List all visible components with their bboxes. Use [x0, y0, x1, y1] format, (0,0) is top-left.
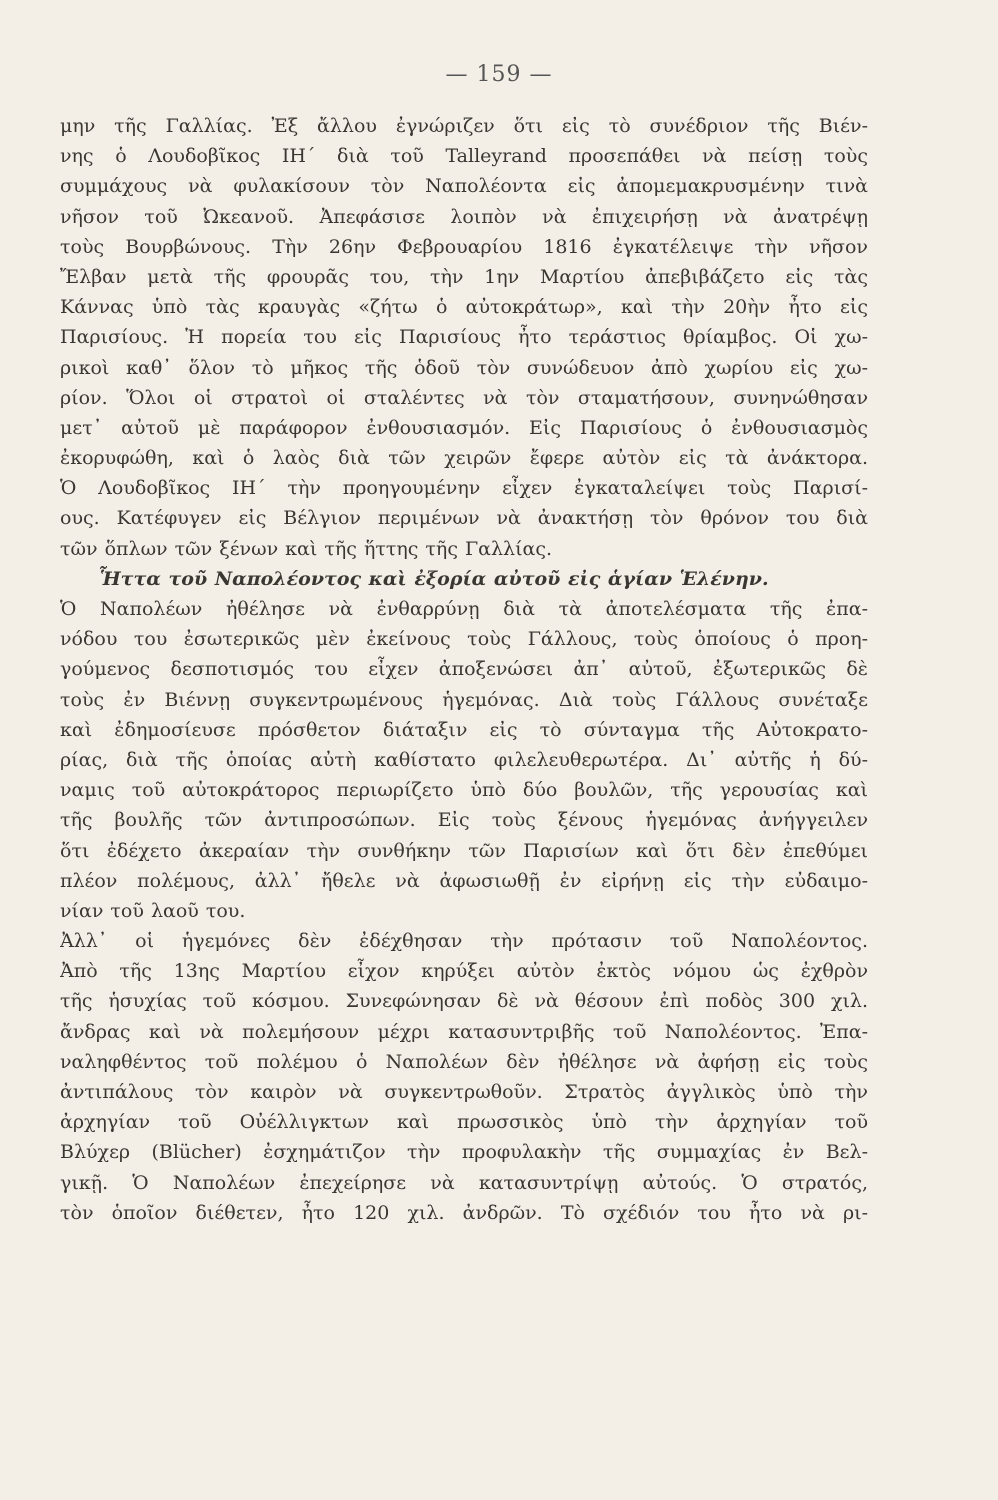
text-line: ναληφθέντος τοῦ πολέμου ὁ Ναπολέων δὲν ἠθέλησε νὰ ἀφήσῃ εἰς τοὺς: [60, 1050, 868, 1073]
text-line: τοὺς ἐν Βιέννῃ συγκεντρωμένους ἡγεμόνας. Διὰ τοὺς Γάλλους συνέταξε: [60, 688, 868, 711]
text-line: Ἀπὸ τῆς 13ης Μαρτίου εἶχον κηρύξει αὐτὸν ἐκτὸς νόμου ὡς ἐχθρὸν: [60, 960, 868, 983]
text-line: Βλύχερ (Blücher) ἐσχημάτιζον τὴν προφυλακὴν τῆς συμμαχίας ἐν Βελ-: [60, 1141, 868, 1164]
text-line: ρίον. Ὅλοι οἱ στρατοὶ οἱ σταλέντες νὰ τὸν σταματήσουν, συνηνώθησαν: [60, 386, 868, 409]
section-heading: Ἧττα τοῦ Ναπολέοντος καὶ ἐξορία αὐτοῦ εἰς ἁγίαν Ἑλένην.: [98, 567, 769, 590]
text-line: ὅτι ἐδέχετο ἀκεραίαν τὴν συνθήκην τῶν Παρισίων καὶ ὅτι δὲν ἐπεθύμει: [60, 839, 868, 862]
text-line: ἐκορυφώθη, καὶ ὁ λαὸς διὰ τῶν χειρῶν ἔφερε αὐτὸν εἰς τὰ ἀνάκτορα.: [60, 447, 868, 470]
text-line: τῆς βουλῆς τῶν ἀντιπροσώπων. Εἰς τοὺς ξένους ἡγεμόνας ἀνήγγειλεν: [60, 809, 868, 832]
text-line: μετ᾽ αὐτοῦ μὲ παράφορον ἐνθουσιασμόν. Εἰς Παρισίους ὁ ἐνθουσιασμὸς: [60, 416, 868, 439]
text-line: Ὁ Λουδοβῖκος ΙΗ΄ τὴν προηγουμένην εἶχεν ἐγκαταλείψει τοὺς Παρισί-: [60, 477, 868, 500]
text-line: ναμις τοῦ αὐτοκράτορος περιωρίζετο ὑπὸ δύο βουλῶν, τῆς γερουσίας καὶ: [60, 779, 868, 802]
text-line: τῶν ὅπλων τῶν ξένων καὶ τῆς ἥττης τῆς Γαλλίας.: [60, 537, 553, 560]
text-line: νόδου του ἐσωτερικῶς μὲν ἐκείνους τοὺς Γάλλους, τοὺς ὁποίους ὁ προη-: [60, 628, 868, 651]
text-line: ρικοὶ καθ᾽ ὅλον τὸ μῆκος τῆς ὁδοῦ τὸν συνώδευον ἀπὸ χωρίου εἰς χω-: [60, 356, 868, 379]
text-line: πλέον πολέμους, ἀλλ᾽ ἤθελε νὰ ἀφωσιωθῇ ἐν εἰρήνῃ εἰς τὴν εὐδαιμο-: [60, 869, 868, 892]
text-line: ἀντιπάλους τὸν καιρὸν νὰ συγκεντρωθοῦν. Στρατὸς ἀγγλικὸς ὑπὸ τὴν: [60, 1081, 868, 1103]
text-line: Παρισίους. Ἡ πορεία του εἰς Παρισίους ἦτο τεράστιος θρίαμβος. Οἱ χω-: [60, 326, 868, 349]
text-line: Κάννας ὑπὸ τὰς κραυγὰς «ζήτω ὁ αὐτοκράτωρ», καὶ τὴν 20ὴν ἦτο εἰς: [60, 296, 868, 319]
text-line: γικῇ. Ὁ Ναπολέων ἐπεχείρησε νὰ κατασυντρίψῃ αὐτούς. Ὁ στρατός,: [60, 1171, 868, 1194]
text-line: νίαν τοῦ λαοῦ του.: [60, 899, 246, 922]
text-line: γούμενος δεσποτισμός του εἶχεν ἀποξενώσει ἀπ᾽ αὐτοῦ, ἐξωτερικῶς δὲ: [60, 658, 868, 681]
text-line: νῆσον τοῦ Ὠκεανοῦ. Ἀπεφάσισε λοιπὸν νὰ ἐπιχειρήσῃ νὰ ἀνατρέψῃ: [60, 205, 868, 228]
text-line: ρίας, διὰ τῆς ὁποίας αὐτὴ καθίστατο φιλελευθερωτέρα. Δι᾽ αὐτῆς ἡ δύ-: [60, 748, 868, 771]
text-line: ἄνδρας καὶ νὰ πολεμήσουν μέχρι κατασυντριβῆς τοῦ Ναπολέοντος. Ἐπα-: [60, 1020, 868, 1043]
text-line: τὸν ὁποῖον διέθετεν, ἦτο 120 χιλ. ἀνδρῶν. Τὸ σχέδιόν του ἦτο νὰ ρι-: [60, 1201, 868, 1224]
text-line: ἀρχηγίαν τοῦ Οὐέλλιγκτων καὶ πρωσσικὸς ὑπὸ τὴν ἀρχηγίαν τοῦ: [60, 1111, 868, 1134]
text-line: Ἔλβαν μετὰ τῆς φρουρᾶς του, τὴν 1ην Μαρτίου ἀπεβιβάζετο εἰς τὰς: [60, 265, 868, 288]
text-line: τοὺς Βουρβώνους. Τὴν 26ην Φεβρουαρίου 1816 ἐγκατέλειψε τὴν νῆσον: [60, 235, 868, 258]
body-text: [60, 111, 868, 1228]
text-line: μην τῆς Γαλλίας. Ἐξ ἄλλου ἐγνώριζεν ὅτι εἰς τὸ συνέδριον τῆς Βιέν-: [60, 115, 868, 137]
text-line: συμμάχους νὰ φυλακίσουν τὸν Ναπολέοντα εἰς ἀπομεμακρυσμένην τινὰ: [60, 175, 868, 198]
text-line: Ἀλλ᾽ οἱ ἡγεμόνες δὲν ἐδέχθησαν τὴν πρότασιν τοῦ Ναπολέοντος.: [60, 930, 868, 953]
text-line: Ὁ Ναπολέων ἠθέλησε νὰ ἐνθαρρύνῃ διὰ τὰ ἀποτελέσματα τῆς ἐπα-: [60, 598, 868, 620]
text-line: ους. Κατέφυγεν εἰς Βέλγιον περιμένων νὰ ἀνακτήσῃ τὸν θρόνον του διὰ: [60, 507, 868, 530]
page-number: — 159 —: [445, 62, 553, 87]
text-line: καὶ ἐδημοσίευσε πρόσθετον διάταξιν εἰς τὸ σύνταγμα τῆς Αὐτοκρατο-: [60, 718, 868, 741]
text-line: νης ὁ Λουδοβῖκος ΙΗ΄ διὰ τοῦ Talleyrand προσεπάθει νὰ πείσῃ τοὺς: [60, 145, 868, 168]
text-line: τῆς ἡσυχίας τοῦ κόσμου. Συνεφώνησαν δὲ νὰ θέσουν ἐπὶ ποδὸς 300 χιλ.: [60, 990, 868, 1013]
